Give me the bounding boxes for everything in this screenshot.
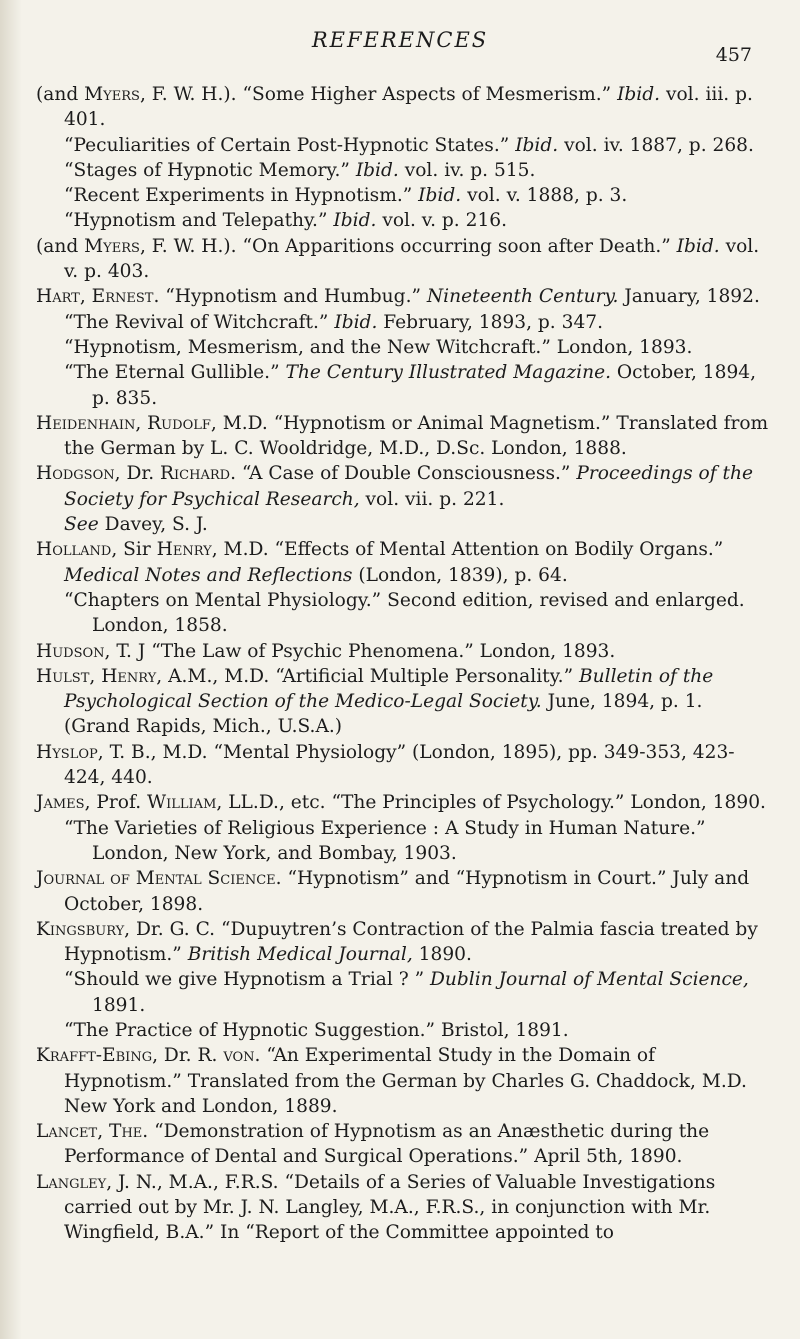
reference-text: , Dr. R. bbox=[152, 1045, 224, 1067]
reference-italic-text: Ibid. bbox=[617, 84, 661, 105]
reference-italic-text: Ibid. bbox=[355, 159, 399, 181]
page-number: 457 bbox=[715, 44, 752, 66]
reference-entry bbox=[36, 1043, 774, 1119]
reference-entry bbox=[36, 512, 774, 537]
reference-text: “Hypnotism, Mesmerism, and the New Witchcraft.” London, 1893. bbox=[64, 336, 693, 358]
reference-author: von bbox=[223, 1045, 255, 1067]
reference-text: , J. N., M.A., F.R.S. “Details of a Series of Valuable Investigations carried out by Mr. J. N. Langley, M.A., F.R.S., in conjunction with Mr. Wingfield, B.A.” In “Report of the Committee appointed to bbox=[64, 1171, 716, 1244]
reference-entry bbox=[36, 866, 774, 917]
reference-italic-text: Ibid. bbox=[418, 185, 462, 207]
reference-text: (London, 1839), p. 64. bbox=[352, 564, 568, 586]
reference-entry bbox=[36, 664, 774, 740]
reference-italic-text: The Century Illustrated Magazine. bbox=[285, 362, 611, 384]
reference-text: “Peculiarities of Certain Post-Hypnotic States.” bbox=[64, 134, 516, 156]
reference-text: , Prof. bbox=[84, 792, 148, 814]
reference-text: , Dr. bbox=[114, 463, 161, 485]
reference-text: , M.D. “Effects of Mental Attention on Bodily Organs.” bbox=[211, 539, 724, 561]
reference-list bbox=[36, 82, 774, 1246]
reference-author: Heidenhain, Rudolf bbox=[36, 412, 211, 434]
reference-text: June, 1894, p. 1. (Grand Rapids, Mich., U.S.A.) bbox=[64, 691, 703, 738]
reference-entry bbox=[36, 158, 774, 183]
reference-text: “Recent Experiments in Hypnotism.” bbox=[64, 185, 419, 207]
reference-text: vol. v. p. 403. bbox=[64, 235, 760, 283]
running-head: REFERENCES bbox=[311, 28, 489, 52]
reference-entry bbox=[36, 360, 774, 411]
reference-text: January, 1892. bbox=[618, 286, 760, 308]
reference-entry bbox=[36, 537, 774, 588]
reference-entry bbox=[36, 208, 774, 233]
reference-entry bbox=[36, 740, 774, 791]
reference-text: vol. iii. p. 401. bbox=[64, 84, 753, 131]
reference-author: Krafft-Ebing bbox=[36, 1045, 153, 1067]
reference-entry bbox=[36, 234, 774, 285]
reference-entry bbox=[36, 967, 774, 1018]
reference-italic-text: British Medical Journal, bbox=[187, 944, 413, 966]
reference-entry bbox=[36, 816, 774, 867]
reference-text: , T. B., M.D. “Mental Physiology” (London, 1895), pp. 349-353, 423-424, 440. bbox=[64, 741, 735, 789]
reference-entry bbox=[36, 917, 774, 968]
reference-text: Davey, S. J. bbox=[98, 514, 208, 536]
reference-entry bbox=[36, 1119, 774, 1170]
reference-text: “Should we give Hypnotism a Trial ? ” bbox=[64, 969, 431, 991]
reference-text: vol. v. 1888, p. 3. bbox=[461, 185, 628, 207]
reference-text: (and bbox=[36, 84, 85, 105]
reference-entry bbox=[36, 133, 774, 158]
reference-text: . “An Experimental Study in the Domain of Hypnotism.” Translated from the German by Charles G. Chaddock, M.D. New York and London, 1889. bbox=[64, 1045, 747, 1117]
reference-text: “The Practice of Hypnotic Suggestion.” Bristol, 1891. bbox=[64, 1019, 569, 1041]
reference-text: “The Eternal Gullible.” bbox=[64, 362, 286, 384]
reference-entry bbox=[36, 790, 774, 815]
reference-author: Hudson bbox=[36, 640, 105, 662]
reference-entry bbox=[36, 335, 774, 360]
reference-entry bbox=[36, 1018, 774, 1043]
page-edge-shadow bbox=[0, 0, 22, 1339]
reference-italic-text: Dublin Journal of Mental Science, bbox=[430, 969, 749, 991]
reference-text: , M.D. “Hypnotism or Animal Magnetism.” Translated from the German by L. C. Wooldridge, M.D., D.Sc. London, 1888. bbox=[64, 412, 769, 460]
reference-author: Myers bbox=[84, 84, 140, 105]
reference-author: Kingsbury bbox=[36, 918, 125, 940]
reference-entry bbox=[36, 183, 774, 208]
reference-author: Henry bbox=[156, 539, 212, 561]
reference-italic-text: Nineteenth Century. bbox=[426, 286, 619, 308]
reference-entry bbox=[36, 588, 774, 639]
reference-author: Hyslop bbox=[36, 741, 98, 763]
reference-text: vol. iv. 1887, p. 268. bbox=[558, 134, 754, 156]
reference-author: Langley bbox=[36, 1171, 107, 1193]
reference-italic-text: Ibid. bbox=[676, 235, 720, 257]
reference-entry bbox=[36, 1170, 774, 1246]
reference-entry bbox=[36, 310, 774, 335]
reference-author: Holland bbox=[36, 539, 112, 561]
reference-text: “Stages of Hypnotic Memory.” bbox=[64, 159, 356, 181]
reference-text: “The Varieties of Religious Experience : A Study in Human Nature.” London, New York, and Bombay, 1903. bbox=[64, 817, 706, 864]
reference-italic-text: See bbox=[64, 514, 99, 536]
reference-text: 1891. bbox=[92, 994, 146, 1016]
reference-text: , Sir bbox=[111, 539, 157, 561]
reference-author: Richard bbox=[160, 463, 231, 485]
reference-entry bbox=[36, 461, 774, 512]
reference-text: (and bbox=[36, 235, 85, 257]
reference-italic-text: Ibid. bbox=[515, 134, 559, 156]
reference-text: , F. W. H.). “Some Higher Aspects of Mesmerism.” bbox=[139, 84, 618, 105]
reference-author: Hart, Ernest bbox=[36, 286, 154, 308]
reference-author: Myers bbox=[84, 235, 140, 257]
reference-text: , F. W. H.). “On Apparitions occurring soon after Death.” bbox=[139, 235, 677, 257]
reference-text: February, 1893, p. 347. bbox=[377, 311, 604, 333]
reference-text: vol. iv. p. 515. bbox=[398, 159, 536, 181]
reference-entry bbox=[36, 411, 774, 462]
reference-italic-text: Ibid. bbox=[333, 210, 377, 232]
reference-author: Journal of Mental Science bbox=[36, 868, 276, 890]
reference-italic-text: Proceedings of the Society for Psychical Research, bbox=[64, 463, 753, 510]
reference-text: vol. vii. p. 221. bbox=[359, 488, 505, 510]
reference-italic-text: Ibid. bbox=[334, 311, 378, 333]
reference-author: William bbox=[147, 792, 217, 814]
reference-text: , T. J “The Law of Psychic Phenomena.” London, 1893. bbox=[104, 640, 616, 662]
reference-author: James bbox=[36, 792, 85, 814]
reference-text: “The Revival of Witchcraft.” bbox=[64, 311, 335, 333]
reference-text: October, 1894, p. 835. bbox=[92, 362, 757, 409]
reference-author: Hulst, Henry bbox=[36, 665, 157, 687]
reference-text: , LL.D., etc. “The Principles of Psychology.” London, 1890. bbox=[216, 792, 766, 814]
reference-text: , A.M., M.D. “Artificial Multiple Personality.” bbox=[156, 665, 579, 687]
reference-text: , Dr. G. C. “Dupuytren’s Contraction of the Palmia fascia treated by Hypnotism.” bbox=[64, 918, 758, 966]
reference-entry bbox=[36, 82, 774, 133]
reference-text: “Chapters on Mental Physiology.” Second edition, revised and enlarged. London, 1858. bbox=[64, 589, 745, 637]
reference-text: . “A Case of Double Consciousness.” bbox=[230, 463, 577, 485]
reference-italic-text: Bulletin of the Psychological Section of the Medico-Legal Society. bbox=[64, 665, 714, 713]
reference-italic-text: Medical Notes and Reflections bbox=[64, 564, 353, 586]
reference-text: . “Hypnotism and Humbug.” bbox=[153, 286, 427, 308]
reference-author: Hodgson bbox=[36, 463, 115, 485]
reference-text: “Hypnotism and Telepathy.” bbox=[64, 210, 334, 232]
reference-text: vol. v. p. 216. bbox=[376, 210, 508, 232]
reference-entry bbox=[36, 284, 774, 309]
reference-text: . “Hypnotism” and “Hypnotism in Court.” July and October, 1898. bbox=[64, 868, 750, 915]
reference-entry bbox=[36, 639, 774, 664]
reference-text: . “Demonstration of Hypnotism as an Anæsthetic during the Performance of Dental and Surgical Operations.” April 5th, 1890. bbox=[64, 1121, 710, 1168]
reference-author: Lancet, The bbox=[36, 1121, 143, 1143]
reference-text: 1890. bbox=[412, 944, 472, 966]
